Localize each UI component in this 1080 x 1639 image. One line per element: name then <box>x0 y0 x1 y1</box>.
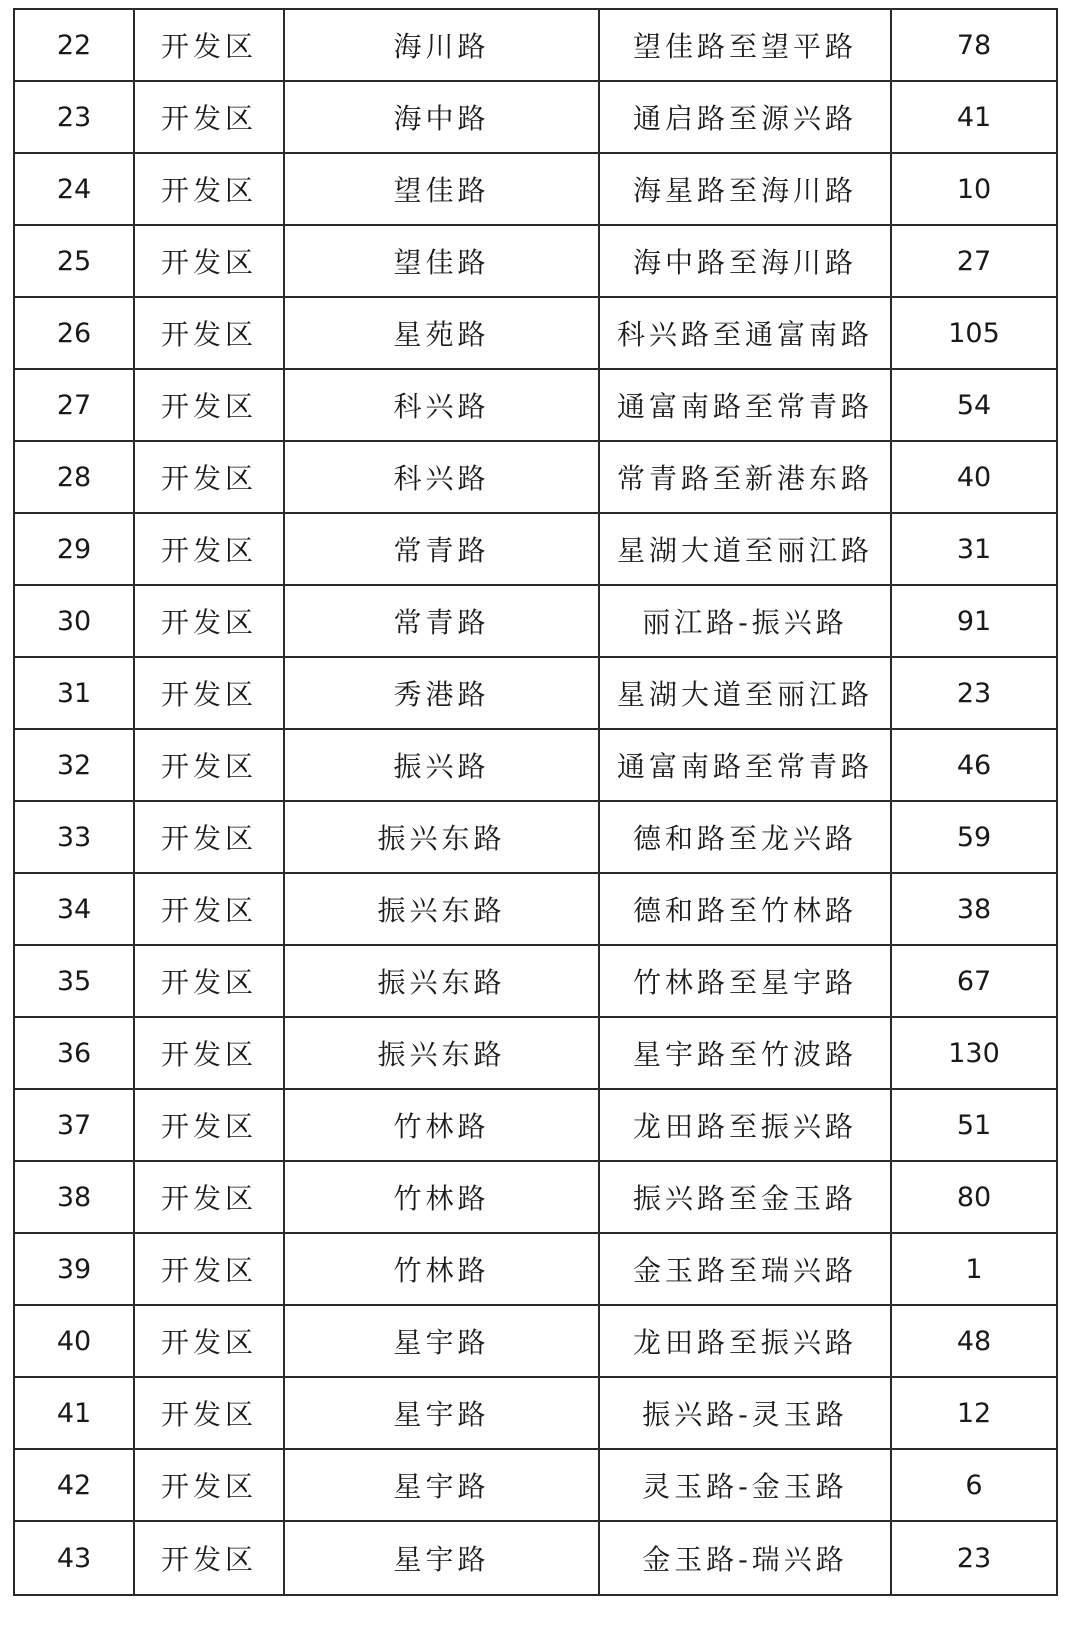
cell-district: 开发区 <box>134 1233 284 1305</box>
cell-section: 常青路至新港东路 <box>599 441 891 513</box>
cell-road: 振兴路 <box>284 729 599 801</box>
cell-district: 开发区 <box>134 81 284 153</box>
cell-section: 竹林路至星宇路 <box>599 945 891 1017</box>
cell-district: 开发区 <box>134 441 284 513</box>
cell-district: 开发区 <box>134 873 284 945</box>
table-row <box>14 369 1057 441</box>
cell-road: 科兴路 <box>284 441 599 513</box>
table-row <box>14 513 1057 585</box>
cell-road: 星宇路 <box>284 1377 599 1449</box>
table-row <box>14 1089 1057 1161</box>
cell-road: 科兴路 <box>284 369 599 441</box>
cell-section: 金玉路至瑞兴路 <box>599 1233 891 1305</box>
cell-section: 海中路至海川路 <box>599 225 891 297</box>
cell-section: 科兴路至通富南路 <box>599 297 891 369</box>
cell-district: 开发区 <box>134 729 284 801</box>
cell-district: 开发区 <box>134 1161 284 1233</box>
cell-count: 12 <box>891 1377 1057 1449</box>
table-row <box>14 945 1057 1017</box>
cell-section: 丽江路-振兴路 <box>599 585 891 657</box>
cell-index: 24 <box>14 153 134 225</box>
table-row <box>14 657 1057 729</box>
cell-index: 43 <box>14 1521 134 1595</box>
table-row <box>14 1161 1057 1233</box>
cell-index: 42 <box>14 1449 134 1521</box>
cell-count: 27 <box>891 225 1057 297</box>
cell-count: 38 <box>891 873 1057 945</box>
cell-road: 振兴东路 <box>284 945 599 1017</box>
cell-section: 灵玉路-金玉路 <box>599 1449 891 1521</box>
cell-count: 80 <box>891 1161 1057 1233</box>
cell-count: 6 <box>891 1449 1057 1521</box>
cell-section: 星湖大道至丽江路 <box>599 657 891 729</box>
table-row <box>14 297 1057 369</box>
table-row <box>14 1449 1057 1521</box>
table-row <box>14 1521 1057 1595</box>
cell-section: 德和路至龙兴路 <box>599 801 891 873</box>
cell-road: 竹林路 <box>284 1233 599 1305</box>
cell-road: 竹林路 <box>284 1089 599 1161</box>
cell-count: 51 <box>891 1089 1057 1161</box>
table-row <box>14 225 1057 297</box>
cell-count: 1 <box>891 1233 1057 1305</box>
cell-district: 开发区 <box>134 657 284 729</box>
cell-section: 望佳路至望平路 <box>599 9 891 81</box>
cell-index: 33 <box>14 801 134 873</box>
cell-road: 竹林路 <box>284 1161 599 1233</box>
cell-count: 23 <box>891 1521 1057 1595</box>
cell-index: 25 <box>14 225 134 297</box>
cell-section: 德和路至竹林路 <box>599 873 891 945</box>
table-row <box>14 1305 1057 1377</box>
cell-road: 常青路 <box>284 585 599 657</box>
cell-district: 开发区 <box>134 225 284 297</box>
cell-road: 星苑路 <box>284 297 599 369</box>
cell-index: 34 <box>14 873 134 945</box>
table-row <box>14 585 1057 657</box>
cell-section: 星湖大道至丽江路 <box>599 513 891 585</box>
cell-index: 30 <box>14 585 134 657</box>
cell-index: 35 <box>14 945 134 1017</box>
cell-district: 开发区 <box>134 513 284 585</box>
road-section-table <box>13 8 1058 1596</box>
cell-section: 振兴路至金玉路 <box>599 1161 891 1233</box>
cell-road: 常青路 <box>284 513 599 585</box>
cell-count: 46 <box>891 729 1057 801</box>
cell-section: 龙田路至振兴路 <box>599 1305 891 1377</box>
cell-section: 海星路至海川路 <box>599 153 891 225</box>
cell-index: 39 <box>14 1233 134 1305</box>
cell-count: 48 <box>891 1305 1057 1377</box>
cell-road: 星宇路 <box>284 1305 599 1377</box>
cell-section: 金玉路-瑞兴路 <box>599 1521 891 1595</box>
cell-count: 40 <box>891 441 1057 513</box>
cell-count: 41 <box>891 81 1057 153</box>
cell-district: 开发区 <box>134 1017 284 1089</box>
cell-count: 78 <box>891 9 1057 81</box>
cell-count: 91 <box>891 585 1057 657</box>
cell-district: 开发区 <box>134 153 284 225</box>
table-row <box>14 153 1057 225</box>
table-row <box>14 9 1057 81</box>
table-row <box>14 1377 1057 1449</box>
cell-district: 开发区 <box>134 1089 284 1161</box>
cell-road: 秀港路 <box>284 657 599 729</box>
table-body <box>14 9 1057 1595</box>
cell-road: 振兴东路 <box>284 873 599 945</box>
cell-count: 31 <box>891 513 1057 585</box>
cell-district: 开发区 <box>134 585 284 657</box>
cell-index: 41 <box>14 1377 134 1449</box>
cell-count: 105 <box>891 297 1057 369</box>
cell-district: 开发区 <box>134 1305 284 1377</box>
cell-road: 振兴东路 <box>284 1017 599 1089</box>
cell-road: 振兴东路 <box>284 801 599 873</box>
cell-index: 40 <box>14 1305 134 1377</box>
cell-count: 59 <box>891 801 1057 873</box>
cell-count: 130 <box>891 1017 1057 1089</box>
cell-index: 37 <box>14 1089 134 1161</box>
cell-district: 开发区 <box>134 369 284 441</box>
cell-section: 通富南路至常青路 <box>599 369 891 441</box>
cell-road: 望佳路 <box>284 153 599 225</box>
cell-index: 36 <box>14 1017 134 1089</box>
cell-road: 望佳路 <box>284 225 599 297</box>
cell-section: 通启路至源兴路 <box>599 81 891 153</box>
cell-road: 海中路 <box>284 81 599 153</box>
cell-count: 54 <box>891 369 1057 441</box>
cell-index: 31 <box>14 657 134 729</box>
cell-index: 27 <box>14 369 134 441</box>
cell-road: 海川路 <box>284 9 599 81</box>
cell-index: 32 <box>14 729 134 801</box>
table-row <box>14 729 1057 801</box>
cell-district: 开发区 <box>134 1377 284 1449</box>
cell-road: 星宇路 <box>284 1449 599 1521</box>
cell-district: 开发区 <box>134 297 284 369</box>
table-row <box>14 81 1057 153</box>
cell-count: 10 <box>891 153 1057 225</box>
cell-section: 振兴路-灵玉路 <box>599 1377 891 1449</box>
cell-index: 23 <box>14 81 134 153</box>
cell-road: 星宇路 <box>284 1521 599 1595</box>
cell-district: 开发区 <box>134 9 284 81</box>
cell-district: 开发区 <box>134 1521 284 1595</box>
cell-section: 龙田路至振兴路 <box>599 1089 891 1161</box>
cell-index: 29 <box>14 513 134 585</box>
table-row <box>14 1017 1057 1089</box>
cell-section: 星宇路至竹波路 <box>599 1017 891 1089</box>
table-row <box>14 1233 1057 1305</box>
cell-count: 23 <box>891 657 1057 729</box>
cell-index: 38 <box>14 1161 134 1233</box>
cell-index: 26 <box>14 297 134 369</box>
cell-section: 通富南路至常青路 <box>599 729 891 801</box>
table-row <box>14 801 1057 873</box>
cell-count: 67 <box>891 945 1057 1017</box>
cell-index: 22 <box>14 9 134 81</box>
cell-district: 开发区 <box>134 801 284 873</box>
cell-index: 28 <box>14 441 134 513</box>
cell-district: 开发区 <box>134 1449 284 1521</box>
table-row <box>14 441 1057 513</box>
table-row <box>14 873 1057 945</box>
cell-district: 开发区 <box>134 945 284 1017</box>
